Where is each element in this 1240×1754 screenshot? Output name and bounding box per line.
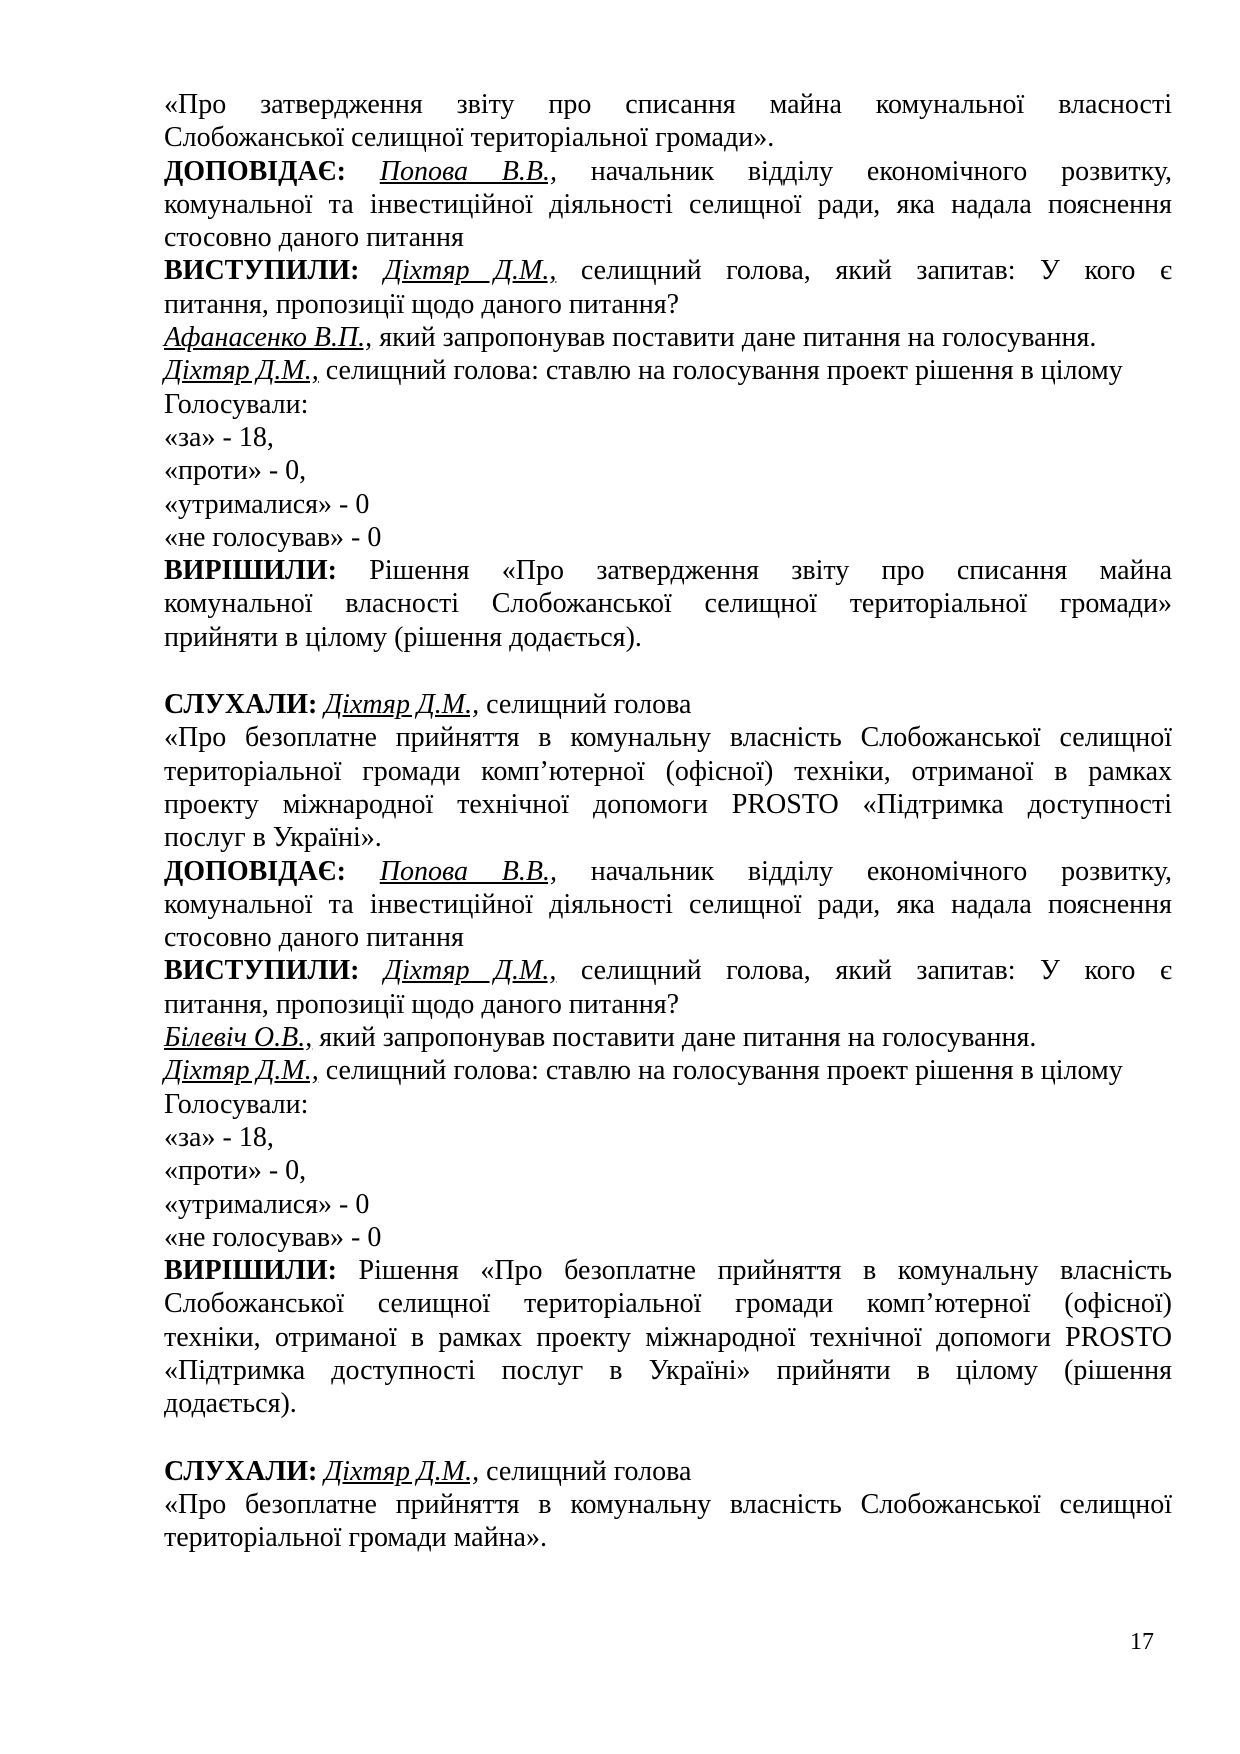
line-text: Слобожанської селищної територіальної громади». bbox=[164, 122, 775, 154]
text-line bbox=[164, 821, 1172, 854]
line-text: «Про безоплатне прийняття в комунальну власність Слобожанської селищної bbox=[164, 722, 1172, 754]
text-line bbox=[164, 121, 1172, 154]
text-line bbox=[164, 221, 1172, 254]
text-line bbox=[164, 288, 1172, 321]
text-line bbox=[164, 1188, 1172, 1221]
line-text: «проти» - 0, bbox=[164, 1155, 307, 1187]
line-text: селищний голова bbox=[479, 689, 692, 721]
text-line bbox=[164, 454, 1172, 487]
line-text: Голосували: bbox=[164, 388, 309, 420]
line-text: послуг в Україні». bbox=[164, 822, 382, 854]
section-label: ВИСТУПИЛИ: bbox=[164, 255, 360, 287]
section-label: СЛУХАЛИ: bbox=[164, 689, 318, 721]
line-text: техніки, отриманої в рамках проекту міжнародної технічної допомоги PROSTO bbox=[164, 1321, 1172, 1353]
line-text: «Підтримка доступності послуг в Україні» прийняти в цілому (рішення bbox=[164, 1354, 1172, 1386]
line-text: який запропонував поставити дане питання на голосування. bbox=[312, 1022, 1037, 1054]
line-text: «за» - 18, bbox=[164, 421, 274, 453]
text-line bbox=[164, 888, 1172, 921]
line-text: територіальної громади комп’ютерної (офісної) техніки, отриманої в рамках bbox=[164, 755, 1172, 787]
text-line bbox=[164, 554, 1172, 587]
line-text: начальник відділу економічного розвитку, bbox=[556, 855, 1172, 887]
text-line bbox=[164, 721, 1172, 754]
line-text: Рішення «Про затвердження звіту про списання майна bbox=[336, 555, 1172, 587]
section-label: ДОПОВІДАЄ: bbox=[164, 855, 346, 887]
line-text: питання, пропозиції щодо даного питання? bbox=[164, 988, 680, 1020]
text-line bbox=[164, 587, 1172, 620]
line-text: стосовно даного питання bbox=[164, 222, 464, 254]
line-text: комунальної та інвестиційної діяльності селищної ради, яка надала пояснення bbox=[164, 888, 1172, 920]
line-text: селищний голова: ставлю на голосування проект рішення в цілому bbox=[318, 1055, 1123, 1087]
text-line bbox=[164, 1121, 1172, 1154]
text-line bbox=[164, 921, 1172, 954]
text-line bbox=[164, 755, 1172, 788]
text-line bbox=[164, 688, 1172, 721]
line-text: який запропонував поставити дане питання на голосування. bbox=[372, 322, 1097, 354]
text-line bbox=[164, 488, 1172, 521]
section-label: СЛУХАЛИ: bbox=[164, 1455, 318, 1487]
speaker-name: Попова В.В., bbox=[379, 855, 557, 887]
paragraph-gap bbox=[164, 1421, 1172, 1455]
speaker-name: Діхтяр Д.М., bbox=[324, 689, 480, 721]
section-label: ВИРІШИЛИ: bbox=[164, 1255, 337, 1287]
line-text: комунальної власності Слобожанської селищної територіальної громади» bbox=[164, 588, 1172, 620]
line-text: селищний голова, який запитав: У кого є bbox=[556, 955, 1172, 987]
text-line bbox=[164, 354, 1172, 387]
speaker-name: Афанасенко В.П., bbox=[164, 322, 373, 354]
text-line bbox=[164, 1455, 1172, 1488]
speaker-name: Білевіч О.В., bbox=[164, 1022, 313, 1054]
line-text: начальник відділу економічного розвитку, bbox=[556, 155, 1172, 187]
text-line bbox=[164, 188, 1172, 221]
speaker-name: Діхтяр Д.М., bbox=[324, 1455, 480, 1487]
line-text: питання, пропозиції щодо даного питання? bbox=[164, 288, 680, 320]
text-line bbox=[164, 621, 1172, 654]
line-text: селищний голова, який запитав: У кого є bbox=[556, 255, 1172, 287]
text-line bbox=[164, 254, 1172, 287]
speaker-name: Діхтяр Д.М., bbox=[384, 955, 557, 987]
speaker-name: Діхтяр Д.М., bbox=[164, 1055, 319, 1087]
text-line bbox=[164, 88, 1172, 121]
line-text: «не голосував» - 0 bbox=[164, 1221, 382, 1253]
text-line bbox=[164, 388, 1172, 421]
paragraph-gap bbox=[164, 654, 1172, 688]
line-text: Слобожанської селищної територіальної громади комп’ютерної (офісної) bbox=[164, 1288, 1172, 1320]
section-label: ВИРІШИЛИ: bbox=[164, 555, 337, 587]
line-text: комунальної та інвестиційної діяльності селищної ради, яка надала пояснення bbox=[164, 188, 1172, 220]
section-label: ВИСТУПИЛИ: bbox=[164, 955, 360, 987]
text-line bbox=[164, 1088, 1172, 1121]
text-line bbox=[164, 155, 1172, 188]
speaker-name: Діхтяр Д.М., bbox=[384, 255, 557, 287]
line-text: додається). bbox=[164, 1388, 297, 1420]
text-line bbox=[164, 1321, 1172, 1354]
text-line bbox=[164, 1488, 1172, 1521]
line-text: селищний голова bbox=[479, 1455, 692, 1487]
line-text: селищний голова: ставлю на голосування проект рішення в цілому bbox=[318, 355, 1123, 387]
line-text: проекту міжнародної технічної допомоги PROSTO «Підтримка доступності bbox=[164, 788, 1172, 820]
line-text: «Про безоплатне прийняття в комунальну власність Слобожанської селищної bbox=[164, 1488, 1172, 1520]
speaker-name: Попова В.В., bbox=[379, 155, 557, 187]
line-text: прийняти в цілому (рішення додається). bbox=[164, 621, 642, 653]
line-text: «проти» - 0, bbox=[164, 455, 307, 487]
document-body bbox=[164, 88, 1172, 1554]
section-label: ДОПОВІДАЄ: bbox=[164, 155, 346, 187]
text-line bbox=[164, 1254, 1172, 1287]
text-line bbox=[164, 1387, 1172, 1420]
line-text: Голосували: bbox=[164, 1088, 309, 1120]
line-text: «Про затвердження звіту про списання майна комунальної власності bbox=[164, 89, 1172, 120]
text-line bbox=[164, 954, 1172, 987]
text-line bbox=[164, 1054, 1172, 1087]
line-text: Рішення «Про безоплатне прийняття в комунальну власність bbox=[336, 1255, 1172, 1287]
line-text: територіальної громади майна». bbox=[164, 1522, 547, 1554]
text-line bbox=[164, 1521, 1172, 1554]
text-line bbox=[164, 1021, 1172, 1054]
page-number: 17 bbox=[1130, 1629, 1154, 1655]
text-line bbox=[164, 1221, 1172, 1254]
line-text: стосовно даного питання bbox=[164, 922, 464, 954]
text-line bbox=[164, 855, 1172, 888]
text-line bbox=[164, 321, 1172, 354]
line-text: «утрималися» - 0 bbox=[164, 488, 370, 520]
text-line bbox=[164, 1287, 1172, 1320]
text-line bbox=[164, 988, 1172, 1021]
text-line bbox=[164, 521, 1172, 554]
line-text: «за» - 18, bbox=[164, 1121, 274, 1153]
text-line bbox=[164, 1354, 1172, 1387]
line-text: «не голосував» - 0 bbox=[164, 521, 382, 553]
text-line bbox=[164, 1154, 1172, 1187]
text-line bbox=[164, 421, 1172, 454]
speaker-name: Діхтяр Д.М., bbox=[164, 355, 319, 387]
text-line bbox=[164, 788, 1172, 821]
line-text: «утрималися» - 0 bbox=[164, 1188, 370, 1220]
